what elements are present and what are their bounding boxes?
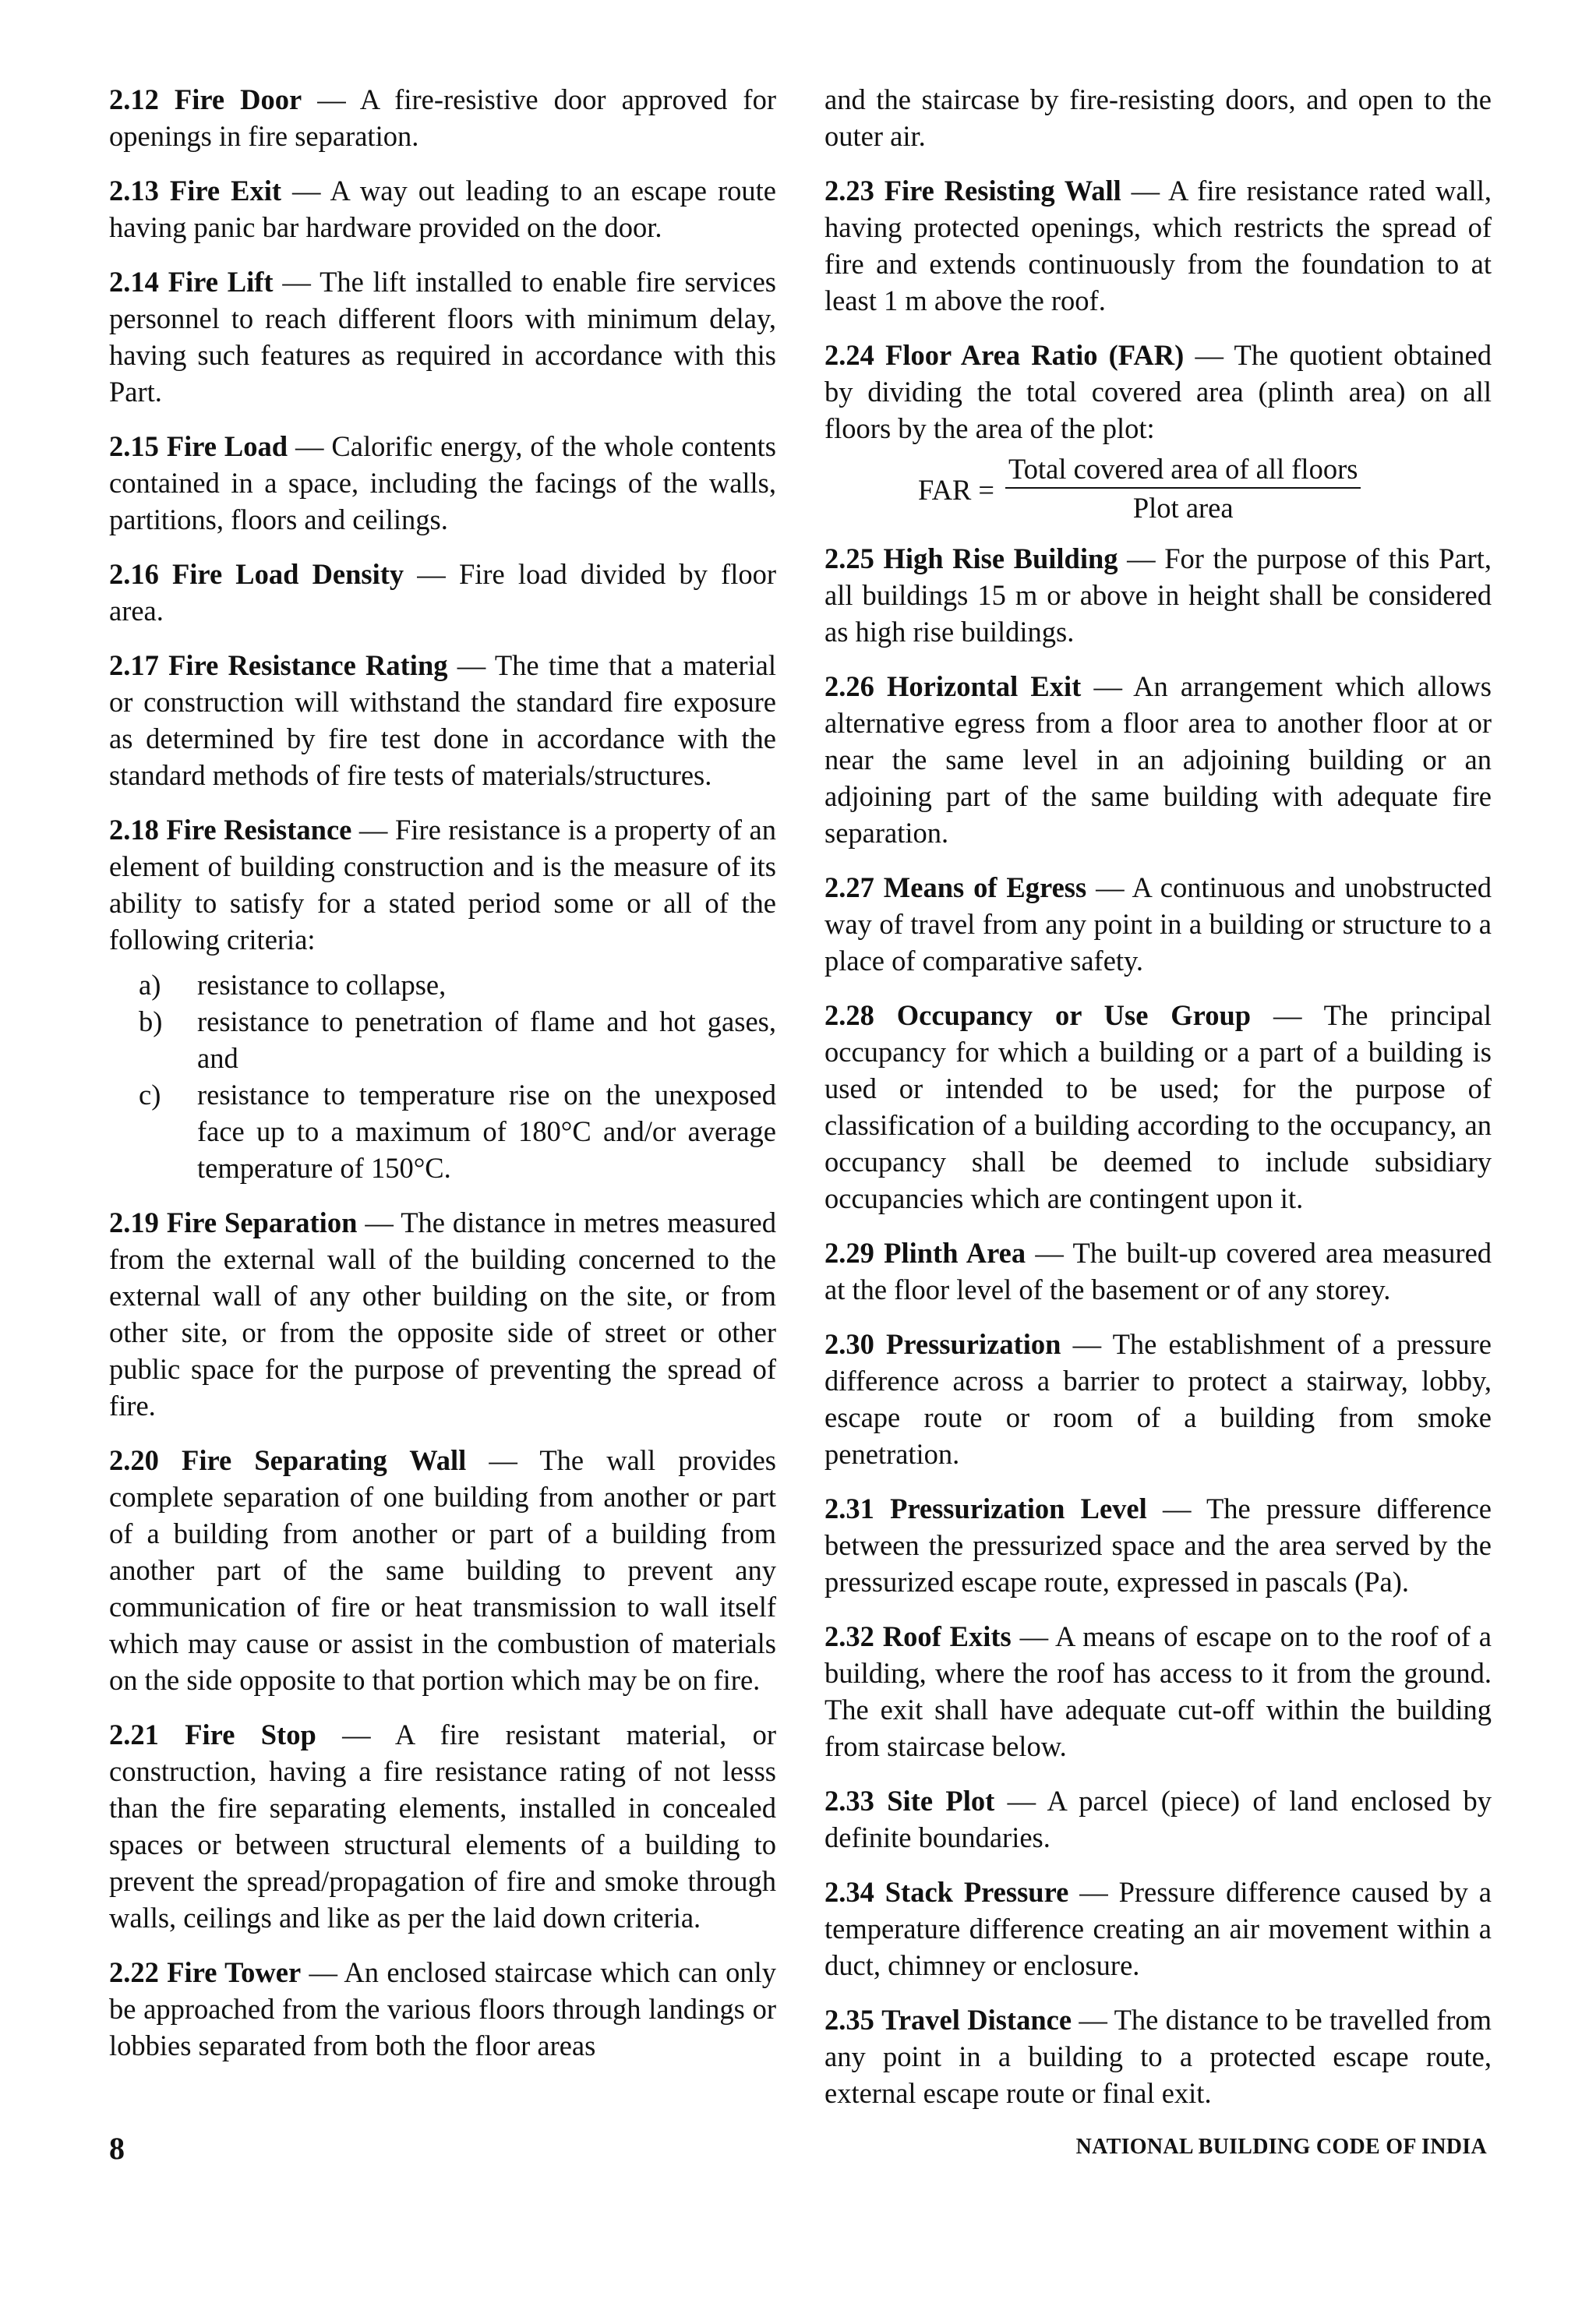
clause-2-32: 2.32 Roof Exits — A means of escape on to the roof of a building, where the roof has access to it from the ground. The exit shall have adequate cut-off within the building from staircase below. <box>824 1620 1492 1762</box>
clause-2-22: 2.22 Fire Tower — An enclosed staircase which can only be approached from the various floors through landings or lobbies separated from both the floor areas <box>109 1956 777 2061</box>
clause-number: 2.22 <box>109 1956 159 1988</box>
clause-text: The establishment of a pressure difference across a barrier to protect a stairway, lobby, escape route or room of a building from smoke penetration. <box>824 1328 1492 1470</box>
clause-number: 2.14 <box>109 266 159 298</box>
clause-term: Stack Pressure <box>885 1876 1069 1908</box>
clause-term: Fire Separating Wall <box>182 1444 467 1476</box>
clause-2-26: 2.26 Horizontal Exit — An arrangement which allows alternative egress from a floor area to another floor at or near the same level in an adjoining building or an adjoining part of the same building with adequate fire separation. <box>824 670 1492 849</box>
clause-term: Travel Distance <box>881 2004 1072 2036</box>
clause-number: 2.31 <box>824 1493 874 1524</box>
clause-term: High Rise Building <box>883 542 1118 574</box>
clause-term: Site Plot <box>887 1785 995 1817</box>
clause-2-28: 2.28 Occupancy or Use Group — The principal occupancy for which a building or a part of a building is used or intended to be used; for the purpose of classification of a building according to the occupancy, an occupancy shall be deemed to include subsidiary occupancies which are contingent upon it. <box>824 999 1492 1214</box>
clause-number: 2.19 <box>109 1206 159 1238</box>
list-item <box>109 966 776 1003</box>
formula-numerator: Total covered area of all floors <box>1005 451 1361 489</box>
clause-2-31: 2.31 Pressurization Level — The pressure difference between the pressurized space and the area served by the pressurized escape route, expressed in pascals (Pa). <box>824 1493 1492 1598</box>
clause-number: 2.33 <box>824 1785 874 1817</box>
clause-number: 2.18 <box>109 814 159 846</box>
clause-2-35: 2.35 Travel Distance — The distance to be travelled from any point in a building to a protected escape route, external escape route or final exit. <box>824 2004 1492 2109</box>
clause-term: Fire Door <box>174 83 302 115</box>
clause-text: The lift installed to enable fire services personnel to reach different floors with minimum delay, having such features as required in accordance with this Part. <box>109 266 776 408</box>
clause-number: 2.20 <box>109 1444 159 1476</box>
clause-2-21: 2.21 Fire Stop — A fire resistant material, or construction, having a fire resistance rating of not lesss than the fire separating elements, installed in concealed spaces or between structural elements of a building to prevent the spread/propagation of fire and smoke through walls, ceilings and like as per the laid down criteria. <box>109 1719 777 1934</box>
clause-text: Pressure difference caused by a temperature difference creating an air movement within a duct, chimney or enclosure. <box>824 1876 1492 1981</box>
clause-text: The time that a material or construction will withstand the standard fire exposure as determined by fire test done in accordance with the standard methods of fire tests of materials/structures. <box>109 649 777 791</box>
clause-number: 2.27 <box>824 871 874 903</box>
clause-number: 2.30 <box>824 1328 874 1360</box>
clause-number: 2.13 <box>109 175 159 207</box>
clause-number: 2.16 <box>109 558 159 590</box>
formula-fraction <box>1005 451 1361 528</box>
clause-number: 2.26 <box>824 670 874 702</box>
clause-number: 2.34 <box>824 1876 874 1908</box>
clause-term: Pressurization <box>886 1328 1061 1360</box>
right-column <box>824 81 1492 2129</box>
clause-term: Fire Resistance Rating <box>168 649 448 681</box>
clause-text: The wall provides complete separation of one building from another or part of a building from another or part of a building from another part of the same building to prevent any communication of fire or heat transmission to wall itself which may cause or assist in the combustion of materials on the side opposite to that portion which may be on fire. <box>109 1444 776 1696</box>
list-item-label: b) <box>139 1005 163 1037</box>
clause-text: The pressure difference between the pressurized space and the area served by the pressurized escape route, expressed in pascals (Pa). <box>824 1493 1492 1598</box>
clause-term: Fire Stop <box>185 1719 316 1750</box>
clause-2-15: 2.15 Fire Load — Calorific energy, of the whole contents contained in a space, including the facings of the walls, partitions, floors and ceilings. <box>109 430 777 535</box>
clause-term: Fire Load Density <box>172 558 404 590</box>
list-item <box>109 1003 776 1076</box>
list-item-text: resistance to penetration of flame and hot gases, and <box>197 1005 776 1074</box>
list-item-text: resistance to collapse, <box>197 969 447 1001</box>
clause-number: 2.25 <box>824 542 874 574</box>
list-item-text: resistance to temperature rise on the unexposed face up to a maximum of 180°C and/or average temperature of 150°C. <box>197 1079 776 1184</box>
clause-term: Means of Egress <box>883 871 1087 903</box>
clause-term: Fire Resistance <box>166 814 352 846</box>
clause-term: Fire Resisting Wall <box>884 175 1121 207</box>
list-item <box>109 1076 776 1186</box>
clause-number: 2.15 <box>109 430 159 462</box>
clause-2-13: 2.13 Fire Exit — A way out leading to an escape route having panic bar hardware provided on the door. <box>109 175 776 243</box>
clause-term: Fire Tower <box>167 1956 302 1988</box>
clause-2-23: 2.23 Fire Resisting Wall — A fire resistance rated wall, having protected openings, which restricts the spread of fire and extends continuously from the foundation to at least 1 m above the roof. <box>824 175 1492 316</box>
clause-number: 2.28 <box>824 999 874 1031</box>
clause-term: Fire Separation <box>166 1206 358 1238</box>
clause-2-27: 2.27 Means of Egress — A continuous and unobstructed way of travel from any point in a building or structure to a place of comparative safety. <box>824 871 1492 977</box>
clause-text: The distance to be travelled from any point in a building to a protected escape route, external escape route or final exit. <box>824 2004 1492 2109</box>
clause-2-16: 2.16 Fire Load Density — Fire load divided by floor area. <box>109 558 777 627</box>
clause-2-19: 2.19 Fire Separation — The distance in metres measured from the external wall of the building concerned to the external wall of any other building on the site, or from other site, or from the opposite side of street or other public space for the purpose of preventing the spread of fire. <box>109 1206 776 1422</box>
clause-number: 2.23 <box>824 175 874 207</box>
clause-2-33: 2.33 Site Plot — A parcel (piece) of land enclosed by definite boundaries. <box>824 1785 1492 1853</box>
clause-text: Fire load divided by floor area. <box>109 558 777 627</box>
clause-2-22-continued: and the staircase by fire-resisting doors, and open to the outer air. <box>824 83 1492 152</box>
formula-lhs: FAR = <box>918 473 995 506</box>
clause-text: An enclosed staircase which can only be approached from the various floors through landings or lobbies separated from both the floor areas <box>109 1956 777 2061</box>
clause-text: A parcel (piece) of land enclosed by definite boundaries. <box>824 1785 1492 1853</box>
clause-term: Horizontal Exit <box>887 670 1082 702</box>
clause-term: Fire Exit <box>169 175 281 207</box>
clause-number: 2.24 <box>824 339 874 371</box>
clause-text: Fire resistance is a property of an element of building construction and is the measure of its ability to satisfy for a stated period some or all of the following criteria: <box>109 814 776 956</box>
list-item-label: a) <box>139 969 161 1001</box>
clause-2-29: 2.29 Plinth Area — The built-up covered area measured at the floor level of the basement or of any storey. <box>824 1237 1492 1305</box>
left-column <box>109 81 776 2082</box>
clause-2-30: 2.30 Pressurization — The establishment of a pressure difference across a barrier to protect a stairway, lobby, escape route or room of a building from smoke penetration. <box>824 1328 1492 1470</box>
clause-2-25: 2.25 High Rise Building — For the purpose of this Part, all buildings 15 m or above in height shall be considered as high rise buildings. <box>824 542 1492 648</box>
formula-denominator: Plot area <box>1132 492 1234 524</box>
clause-number: 2.29 <box>824 1237 874 1269</box>
clause-text: A means of escape on to the roof of a building, where the roof has access to it from the ground. The exit shall have adequate cut-off within the building from staircase below. <box>824 1620 1492 1762</box>
clause-number: 2.12 <box>109 83 159 115</box>
far-formula <box>824 451 1492 528</box>
clause-text: A continuous and unobstructed way of travel from any point in a building or structure to a place of comparative safety. <box>824 871 1492 977</box>
clause-term: Fire Lift <box>168 266 274 298</box>
clause-number: 2.21 <box>109 1719 159 1750</box>
clause-2-14: 2.14 Fire Lift — The lift installed to enable fire services personnel to reach different floors with minimum delay, having such features as required in accordance with this Part. <box>109 266 776 408</box>
clause-text: The principal occupancy for which a building or a part of a building is used or intended to be used; for the purpose of classification of a building according to the occupancy, an occupancy shall be deemed to include subsidiary occupancies which are contingent upon it. <box>824 999 1492 1214</box>
clause-2-17: 2.17 Fire Resistance Rating — The time that a material or construction will withstand the standard fire exposure as determined by fire test done in accordance with the standard methods of fire tests of materials/structures. <box>109 649 777 791</box>
clause-2-18: 2.18 Fire Resistance — Fire resistance is a property of an element of building construction and is the measure of its ability to satisfy for a stated period some or all of the following criteria: <box>109 814 776 956</box>
clause-2-34: 2.34 Stack Pressure — Pressure difference caused by a temperature difference creating an air movement within a duct, chimney or enclosure. <box>824 1876 1492 1981</box>
clause-text: A fire resistance rated wall, having protected openings, which restricts the spread of fire and extends continuously from the foundation to at least 1 m above the roof. <box>824 175 1492 316</box>
clause-2-12: 2.12 Fire Door — A fire-resistive door approved for openings in fire separation. <box>109 83 776 152</box>
clause-term: Roof Exits <box>882 1620 1012 1652</box>
clause-term: Pressurization Level <box>890 1493 1147 1524</box>
clause-term: Plinth Area <box>884 1237 1026 1269</box>
clause-2-24: 2.24 Floor Area Ratio (FAR) — The quotient obtained by dividing the total covered area (plinth area) on all floors by the area of the plot: <box>824 339 1492 444</box>
page-number: 8 <box>109 2131 125 2166</box>
clause-number: 2.32 <box>824 1620 874 1652</box>
clause-2-20: 2.20 Fire Separating Wall — The wall provides complete separation of one building from another or part of a building from another or part of a building from another part of the same building to prevent any communication of fire or heat transmission to wall itself which may cause or assist in the combustion of materials on the side opposite to that portion which may be on fire. <box>109 1444 776 1696</box>
clause-number: 2.17 <box>109 649 159 681</box>
clause-term: Fire Load <box>166 430 288 462</box>
clause-text: The built-up covered area measured at the floor level of the basement or of any storey. <box>824 1237 1492 1305</box>
clause-text: A way out leading to an escape route having panic bar hardware provided on the door. <box>109 175 776 243</box>
clause-text: An arrangement which allows alternative egress from a floor area to another floor at or near the same level in an adjoining building or an adjoining part of the same building with adequate fire separation. <box>824 670 1492 849</box>
clause-text: A fire-resistive door approved for openings in fire separation. <box>109 83 776 152</box>
clause-term: Floor Area Ratio (FAR) <box>885 339 1185 371</box>
list-item-label: c) <box>139 1079 161 1111</box>
clause-number: 2.35 <box>824 2004 874 2036</box>
clause-text: The distance in metres measured from the external wall of the building concerned to the external wall of any other building on the site, or from other site, or from the opposite side of street or other public space for the purpose of preventing the spread of fire. <box>109 1206 776 1422</box>
clause-text: For the purpose of this Part, all buildings 15 m or above in height shall be considered as high rise buildings. <box>824 542 1492 648</box>
clause-term: Occupancy or Use Group <box>896 999 1252 1031</box>
criteria-list <box>109 966 776 1186</box>
clause-text: A fire resistant material, or construction, having a fire resistance rating of not lesss than the fire separating elements, installed in concealed spaces or between structural elements of a building to prevent the spread/propagation of fire and smoke through walls, ceilings and like as per the laid down criteria. <box>109 1719 777 1934</box>
clause-text: Calorific energy, of the whole contents contained in a space, including the facings of the walls, partitions, floors and ceilings. <box>109 430 777 535</box>
clause-text: The quotient obtained by dividing the total covered area (plinth area) on all floors by the area of the plot: <box>824 339 1492 444</box>
publication-title: NATIONAL BUILDING CODE OF INDIA <box>1075 2135 1487 2159</box>
